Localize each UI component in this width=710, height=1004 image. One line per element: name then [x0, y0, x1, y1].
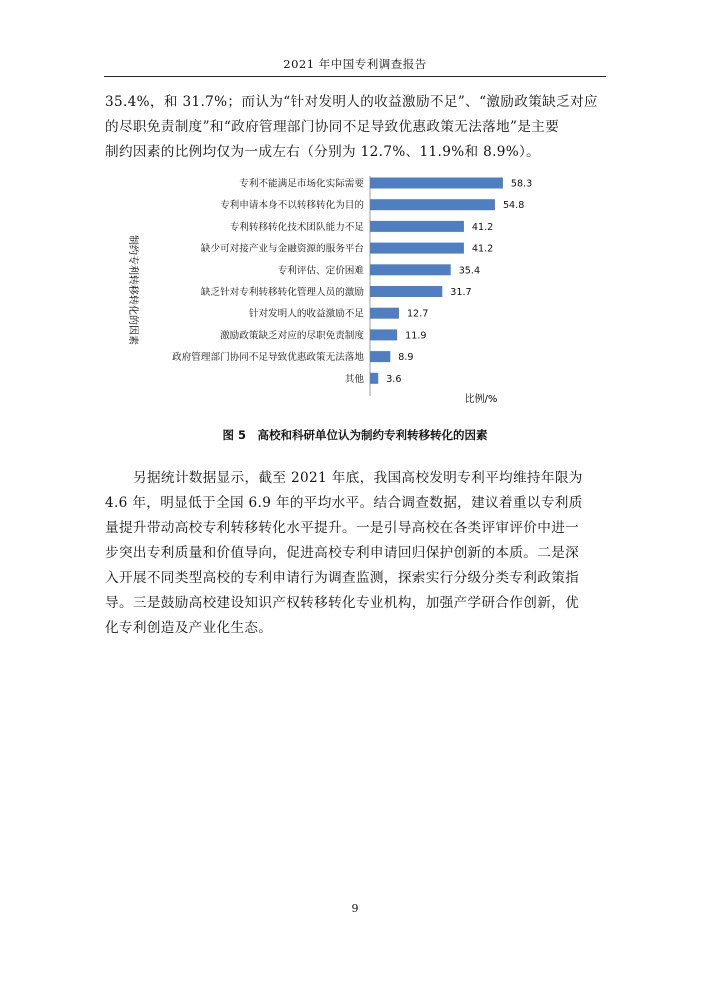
category-label: 激励政策缺乏对应的尽职免责制度: [220, 330, 364, 342]
y-axis-label: 制约专利转移转化的因素: [127, 235, 138, 345]
paragraph-line: 化专利创造及产业化生态。: [105, 620, 273, 636]
paragraph-1: [105, 90, 607, 165]
category-label: 专利申请本身不以转移转化为目的: [220, 200, 364, 212]
running-header: 2021 年中国专利调查报告: [283, 57, 427, 71]
bar: [370, 351, 390, 362]
paragraph-line: 导。三是鼓励高校建设知识产权转移转化专业机构，加强产学研合作创新，优: [105, 595, 580, 611]
category-label: 缺少可对接产业与金融资源的服务平台: [200, 243, 364, 255]
data-label: 35.4: [458, 265, 481, 277]
bar: [370, 243, 464, 254]
paragraph-line: 入开展不同类型高校的专利申请行为调查监测，探索实行分级分类专利政策指: [105, 570, 580, 586]
category-label: 专利评估、定价困难: [277, 265, 364, 277]
data-label: 12.7: [406, 308, 429, 320]
figure-caption: 图 5 高校和科研单位认为制约专利转移转化的因素: [222, 428, 488, 442]
bar: [370, 286, 442, 297]
category-label: 专利转移转化技术团队能力不足: [229, 221, 364, 233]
data-label: 3.6: [386, 373, 402, 385]
bar: [370, 373, 378, 384]
bar: [370, 329, 397, 340]
bar: [370, 199, 495, 210]
paragraph-line: 的尽职免责制度”和“政府管理部门协同不足导致优惠政策无法落地”是主要: [105, 119, 560, 135]
data-label: 11.9: [405, 330, 427, 342]
data-label: 8.9: [398, 352, 414, 364]
bar: [370, 308, 399, 319]
x-axis-label: 比例/%: [464, 394, 498, 405]
category-label: 针对发明人的收益激励不足: [248, 308, 364, 320]
data-label: 41.2: [471, 243, 494, 255]
data-label: 54.8: [502, 200, 525, 212]
bar: [370, 221, 464, 232]
paragraph-line: 35.4%，和 31.7%；而认为“针对发明人的收益激励不足”、“激励政策缺乏对应: [105, 94, 598, 110]
paragraph-line: 4.6 年，明显低于全国 6.9 年的平均水平。结合调查数据，建议着重以专利质: [105, 495, 583, 511]
paragraph-line: 另据统计数据显示，截至 2021 年底，我国高校发明专利平均维持年限为: [133, 470, 583, 486]
bar: [370, 264, 451, 275]
category-label: 专利不能满足市场化实际需要: [239, 178, 364, 190]
category-label: 政府管理部门协同不足导致优惠政策无法落地: [172, 352, 364, 364]
category-label: 缺乏针对专利转移转化管理人员的激励: [200, 287, 364, 298]
paragraph-line: 步突出专利质量和价值导向，促进高校专利申请回归保护创新的本质。二是深: [105, 545, 580, 561]
category-label: 其他: [344, 373, 364, 385]
data-label: 58.3: [510, 178, 533, 190]
page-number: 9: [351, 902, 359, 915]
header-rule: [104, 76, 606, 77]
paragraph-line: 制约因素的比例均仅为一成左右（分别为 12.7%、11.9%和 8.9%）。: [105, 144, 541, 160]
bar-chart: [104, 172, 564, 412]
chart-svg: [104, 172, 564, 412]
paragraph-line: 量提升带动高校专利转移转化水平提升。一是引导高校在各类评审评价中进一: [105, 520, 580, 536]
data-label: 31.7: [450, 287, 472, 298]
bar: [370, 178, 503, 189]
data-label: 41.2: [471, 221, 494, 233]
paragraph-2: [105, 466, 607, 641]
